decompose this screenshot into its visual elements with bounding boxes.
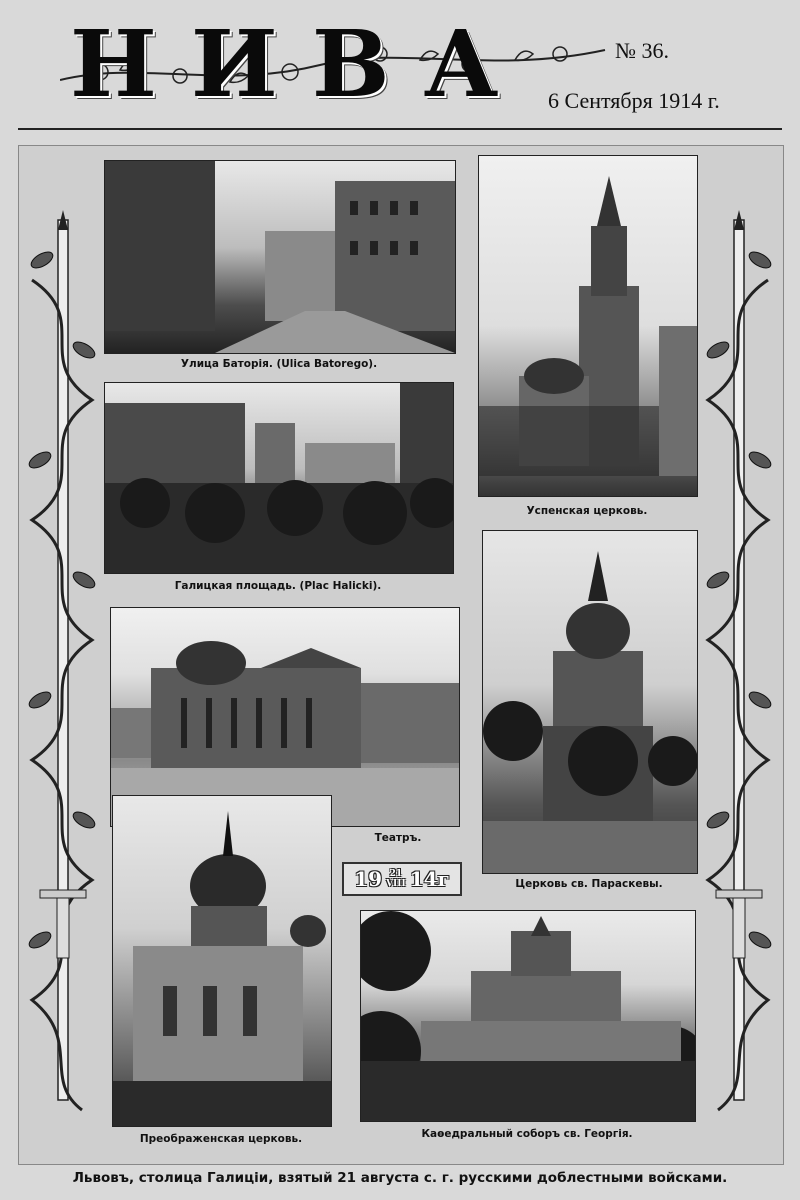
caption-st-george-cathedral: Каѳедральный соборъ св. Георгія. xyxy=(421,1128,633,1140)
caption-theatre: Театръ. xyxy=(374,832,422,844)
photo-batorego-street xyxy=(104,160,456,354)
photo-st-george-cathedral xyxy=(360,910,696,1122)
photo-theatre xyxy=(110,607,460,827)
caption-batorego-street: Улица Баторія. (Ulica Batorego). xyxy=(180,358,378,370)
caption-transfiguration-church: Преображенская церковь. xyxy=(139,1133,303,1145)
photo-galician-square xyxy=(104,382,454,574)
caption-galician-square: Галицкая площадь. (Plac Halicki). xyxy=(174,580,382,592)
photo-paraskeva-church xyxy=(482,530,698,874)
date-stamp-month-top: 21 xyxy=(389,869,403,879)
date-stamp-badge xyxy=(342,862,462,896)
date-stamp-year: 14г xyxy=(409,867,450,891)
date-stamp-month xyxy=(386,869,406,889)
right-sword-ribbon-ornament xyxy=(698,200,780,1140)
page-caption: Львовъ, столица Галиціи, взятый 21 августа с. г. русскими доблестными войсками. xyxy=(72,1170,728,1186)
magazine-title: НИВА xyxy=(70,10,533,118)
photo-transfiguration-church xyxy=(112,795,332,1127)
date-stamp-day: 19 xyxy=(354,867,383,891)
date-stamp-month-bottom: VIII xyxy=(386,879,406,889)
masthead-rule xyxy=(18,128,782,130)
caption-paraskeva-church: Церковь св. Параскевы. xyxy=(515,878,663,890)
issue-number: № 36. xyxy=(615,38,669,63)
photo-uspenskaya-church xyxy=(478,155,698,497)
issue-date: 6 Сентября 1914 г. xyxy=(548,88,720,113)
left-sword-ribbon-ornament xyxy=(22,200,104,1140)
caption-uspenskaya-church: Успенская церковь. xyxy=(526,505,648,517)
